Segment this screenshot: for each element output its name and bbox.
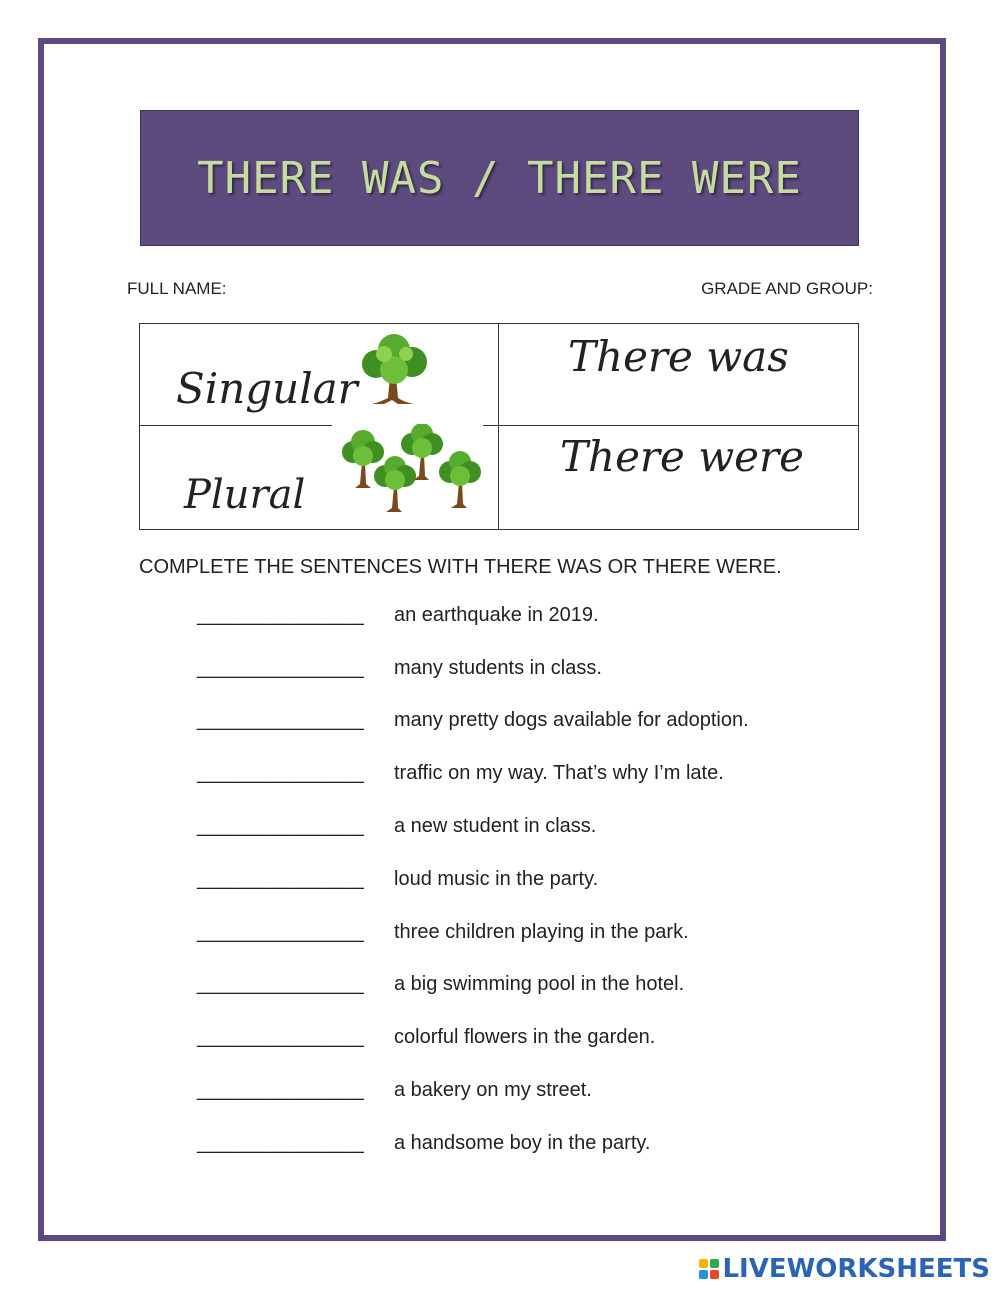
grammar-table: [139, 323, 859, 530]
exercise-text: a handsome boy in the party.: [394, 1132, 651, 1154]
singular-phrase: There was: [568, 332, 789, 381]
exercise-text: an earthquake in 2019.: [394, 604, 599, 626]
exercise-text: three children playing in the park.: [394, 921, 689, 943]
answer-blank[interactable]: _______________: [197, 762, 364, 784]
table-divider-vertical: [498, 324, 499, 529]
brand-blocks-icon: [699, 1259, 719, 1279]
table-divider-horizontal: [483, 425, 498, 426]
exercise-text: many pretty dogs available for adoption.: [394, 709, 749, 731]
brand-logo[interactable]: [699, 1254, 990, 1284]
exercise-text: a big swimming pool in the hotel.: [394, 973, 685, 995]
table-divider-horizontal: [140, 425, 332, 426]
instructions: COMPLETE THE SENTENCES WITH THERE WAS OR THERE WERE.: [139, 556, 782, 578]
table-divider-horizontal: [499, 425, 858, 426]
tree-icon: [354, 332, 434, 408]
answer-blank[interactable]: _______________: [197, 604, 364, 626]
exercise-text: a new student in class.: [394, 815, 597, 837]
plural-phrase: There were: [560, 432, 804, 481]
answer-blank[interactable]: _______________: [197, 921, 364, 943]
brand-name: LIVEWORKSHEETS: [722, 1254, 990, 1284]
full-name-label: FULL NAME:: [127, 279, 227, 298]
exercise-text: many students in class.: [394, 657, 602, 679]
trees-group-icon: [335, 424, 485, 516]
answer-blank[interactable]: _______________: [197, 815, 364, 837]
exercise-text: loud music in the party.: [394, 868, 599, 890]
exercise-text: colorful flowers in the garden.: [394, 1026, 656, 1048]
answer-blank[interactable]: _______________: [197, 1132, 364, 1154]
answer-blank[interactable]: _______________: [197, 657, 364, 679]
singular-label: Singular: [176, 364, 358, 413]
answer-blank[interactable]: _______________: [197, 1079, 364, 1101]
exercise-text: traffic on my way. That’s why I’m late.: [394, 762, 724, 784]
title-banner: [140, 110, 859, 246]
grade-group-label: GRADE AND GROUP:: [701, 279, 873, 298]
answer-blank[interactable]: _______________: [197, 868, 364, 890]
answer-blank[interactable]: _______________: [197, 973, 364, 995]
answer-blank[interactable]: _______________: [197, 1026, 364, 1048]
answer-blank[interactable]: _______________: [197, 709, 364, 731]
page-title: THERE WAS / THERE WERE: [197, 152, 802, 204]
exercise-text: a bakery on my street.: [394, 1079, 592, 1101]
plural-label: Plural: [184, 472, 306, 518]
